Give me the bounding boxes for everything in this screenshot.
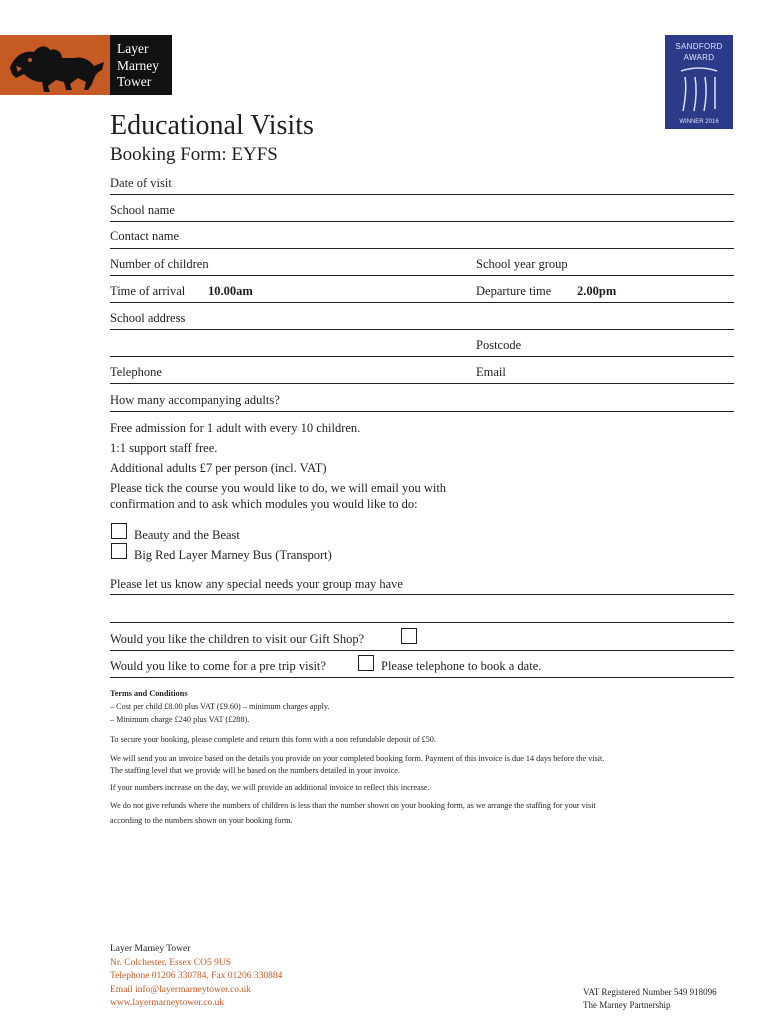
terms-paragraph-1: To secure your booking, please complete and return this form with a non refundable deposit of £50. <box>110 735 436 744</box>
school-year-group-label: School year group <box>476 257 568 271</box>
footer-phone: Telephone 01206 330784, Fax 01206 330884 <box>110 971 283 981</box>
date-of-visit-label: Date of visit <box>110 176 172 190</box>
lion-logo-icon <box>4 38 108 94</box>
award-columns-icon <box>675 65 723 115</box>
info-tick-course: Please tick the course you would like to do, we will email you with <box>110 481 447 495</box>
footer-address: Nr. Colchester, Essex CO5 9US <box>110 957 231 968</box>
pre-trip-checkbox[interactable] <box>358 655 374 671</box>
course-checkbox-beauty-beast[interactable] <box>111 523 127 539</box>
contact-name-field[interactable] <box>110 248 734 249</box>
departure-time-value: 2.00pm <box>577 284 617 298</box>
terms-paragraph-2b: The staffing level that we provide will be based on the numbers detailed in your invoice. <box>110 766 400 775</box>
footer-email-link[interactable]: Email info@layermarneytower.co.uk <box>110 984 251 995</box>
logo-text <box>117 41 159 91</box>
info-confirmation: confirmation and to ask which modules you would like to do: <box>110 497 418 511</box>
contact-name-label: Contact name <box>110 229 180 243</box>
gift-shop-question: Would you like the children to visit our Gift Shop? <box>110 632 365 646</box>
footer-vat-block <box>583 986 717 1012</box>
school-address-label: School address <box>110 311 186 325</box>
logo-line-2: Marney <box>117 57 159 73</box>
pre-trip-line <box>110 677 734 678</box>
award-line-1: SANDFORD <box>675 42 723 51</box>
page-subtitle: Booking Form: EYFS <box>110 144 278 165</box>
footer-vat: VAT Registered Number 549 918096 <box>583 987 717 997</box>
page-title: Educational Visits <box>110 110 314 141</box>
special-needs-field-2[interactable] <box>110 622 734 623</box>
terms-paragraph-3: If your numbers increase on the day, we will provide an additional invoice to reflect this increase. <box>110 783 430 792</box>
terms-heading: Terms and Conditions <box>110 689 188 698</box>
arrival-time-value: 10.00am <box>208 284 253 298</box>
gift-shop-checkbox[interactable] <box>401 628 417 644</box>
school-address-field[interactable] <box>110 329 734 330</box>
departure-time-label: Departure time <box>476 284 552 298</box>
award-line-2: AWARD <box>683 53 715 62</box>
course-checkbox-bus[interactable] <box>111 543 127 559</box>
accompanying-adults-label: How many accompanying adults? <box>110 393 280 407</box>
terms-paragraph-2a: We will send you an invoice based on the details you provide on your completed booking form. Payment of this invoice is due 14 days before the visit. <box>110 754 605 763</box>
number-of-children-label: Number of children <box>110 257 209 271</box>
pre-trip-note: Please telephone to book a date. <box>381 659 542 673</box>
special-needs-label: Please let us know any special needs your group may have <box>110 577 403 591</box>
arrival-departure-line <box>110 302 734 303</box>
footer-name: Layer Marney Tower <box>110 944 191 954</box>
info-admission: Free admission for 1 adult with every 10 children. <box>110 421 361 435</box>
terms-paragraph-4b: according to the numbers shown on your booking form. <box>110 816 293 825</box>
address-postcode-field[interactable] <box>110 356 734 357</box>
terms-paragraph-4a: We do not give refunds where the numbers of children is less than the number shown on your booking form, as we arrange the staffing for your visit <box>110 801 596 810</box>
gift-shop-line <box>110 650 734 651</box>
telephone-email-field[interactable] <box>110 383 734 384</box>
postcode-label: Postcode <box>476 338 522 352</box>
logo-line-3: Tower <box>117 74 152 89</box>
sandford-award-badge <box>665 35 733 129</box>
email-label: Email <box>476 365 506 379</box>
pre-trip-question: Would you like to come for a pre trip visit? <box>110 659 326 673</box>
accompanying-adults-field[interactable] <box>110 411 734 412</box>
school-name-field[interactable] <box>110 221 734 222</box>
course-label-bus: Big Red Layer Marney Bus (Transport) <box>134 548 332 562</box>
terms-bullet-1: – Cost per child £8.00 plus VAT (£9.60) – minimum charges apply. <box>110 702 330 711</box>
terms-bullet-2: – Minimum charge £240 plus VAT (£288). <box>110 715 250 724</box>
footer-address-block <box>110 943 282 1011</box>
footer-partnership: The Marney Partnership <box>583 1000 671 1010</box>
footer-web-link[interactable]: www.layermarneytower.co.uk <box>110 998 225 1008</box>
logo-line-1: Layer <box>117 41 149 56</box>
school-name-label: School name <box>110 203 175 217</box>
date-of-visit-field[interactable] <box>110 194 734 195</box>
telephone-label: Telephone <box>110 365 162 379</box>
award-line-3: WINNER 2016 <box>679 119 719 125</box>
time-of-arrival-label: Time of arrival <box>110 284 186 298</box>
course-label-beauty-beast: Beauty and the Beast <box>134 528 240 542</box>
info-support-staff: 1:1 support staff free. <box>110 441 218 455</box>
children-year-group-field[interactable] <box>110 275 734 276</box>
special-needs-field[interactable] <box>110 594 734 595</box>
info-additional-adults: Additional adults £7 per person (incl. VAT) <box>110 461 327 475</box>
